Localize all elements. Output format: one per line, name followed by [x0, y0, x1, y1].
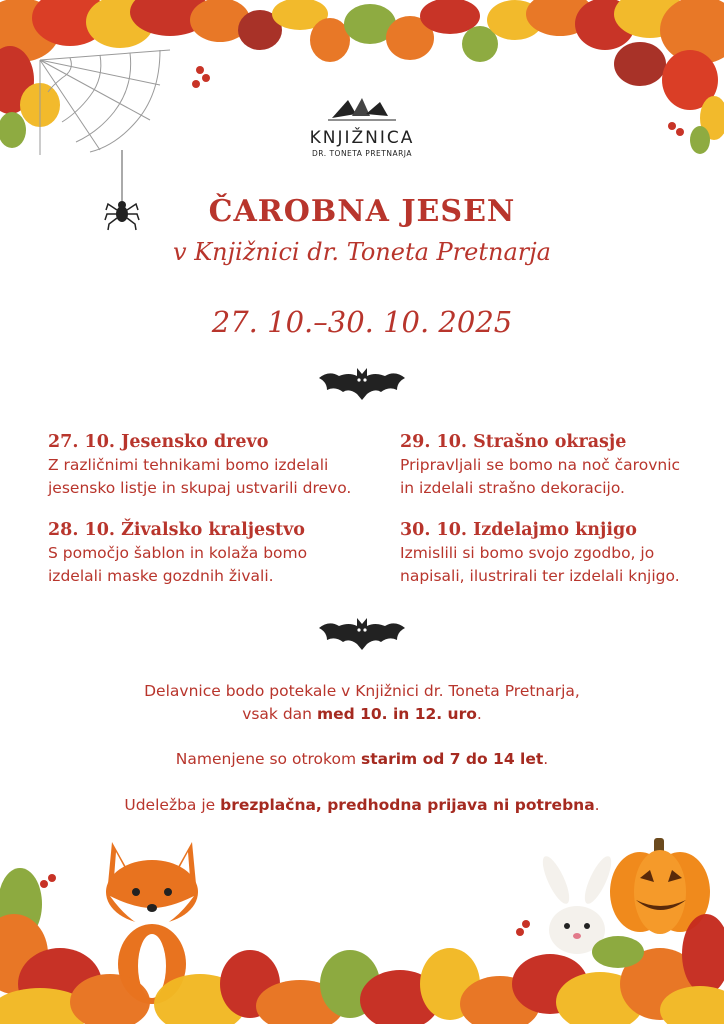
event-description-line: Pripravljali se bomo na noč čarovnic [400, 456, 681, 474]
event-description-line: izdelali maske gozdnih živali. [48, 567, 274, 585]
event-description-line: jesensko listje in skupaj ustvarili drevo. [48, 479, 352, 497]
event-description-line: napisali, ilustrirali ter izdelali knjigo. [400, 567, 680, 585]
event-zivalsko-kraljestvo [48, 520, 368, 588]
bat-icon [319, 366, 405, 402]
library-logo [300, 92, 424, 158]
event-description-line: Izmislili si bomo svojo zgodbo, jo [400, 544, 655, 562]
event-heading: 29. 10. Strašno okrasje [400, 432, 627, 452]
info-registration [0, 794, 724, 817]
logo-name: KNJIŽNICA [309, 128, 415, 148]
event-strasno-okrasje [400, 432, 720, 500]
event-heading: 27. 10. Jesensko drevo [48, 432, 269, 452]
info-age [0, 748, 724, 771]
info-text: Udeležba je [124, 796, 221, 814]
info-text: . [543, 750, 549, 768]
info-text: Namenjene so otrokom [175, 750, 361, 768]
autumn-leaves-bottom-border [0, 834, 724, 1024]
info-text: vsak dan [242, 705, 317, 723]
event-description-line: S pomočjo šablon in kolaža bomo [48, 544, 308, 562]
info-highlight: starim od 7 do 14 let [360, 750, 544, 768]
info-line: Delavnice bodo potekale v Knjižnici dr. Toneta Pretnarja, [144, 682, 580, 700]
logo-subtitle: DR. TONETA PRETNARJA [311, 149, 413, 158]
event-heading: 28. 10. Živalsko kraljestvo [48, 520, 305, 540]
event-dates: 27. 10.–30. 10. 2025 [211, 305, 513, 339]
info-location [0, 680, 724, 726]
page-subtitle: v Knjižnici dr. Toneta Pretnarja [173, 238, 551, 266]
info-time [0, 703, 724, 726]
event-izdelajmo-knjigo [400, 520, 720, 588]
info-text: . [476, 705, 482, 723]
event-description-line: Z različnimi tehnikami bomo izdelali [48, 456, 329, 474]
info-text: . [594, 796, 600, 814]
info-highlight: brezplačna, predhodna prijava ni potrebna [220, 796, 595, 814]
page-title: ČAROBNA JESEN [208, 194, 516, 229]
book-leaves-logo-icon [322, 92, 402, 122]
event-jesensko-drevo [48, 432, 368, 500]
event-description-line: in izdelali strašno dekoracijo. [400, 479, 625, 497]
bat-icon [319, 616, 405, 652]
info-highlight: med 10. in 12. uro [316, 705, 477, 723]
event-heading: 30. 10. Izdelajmo knjigo [400, 520, 637, 540]
